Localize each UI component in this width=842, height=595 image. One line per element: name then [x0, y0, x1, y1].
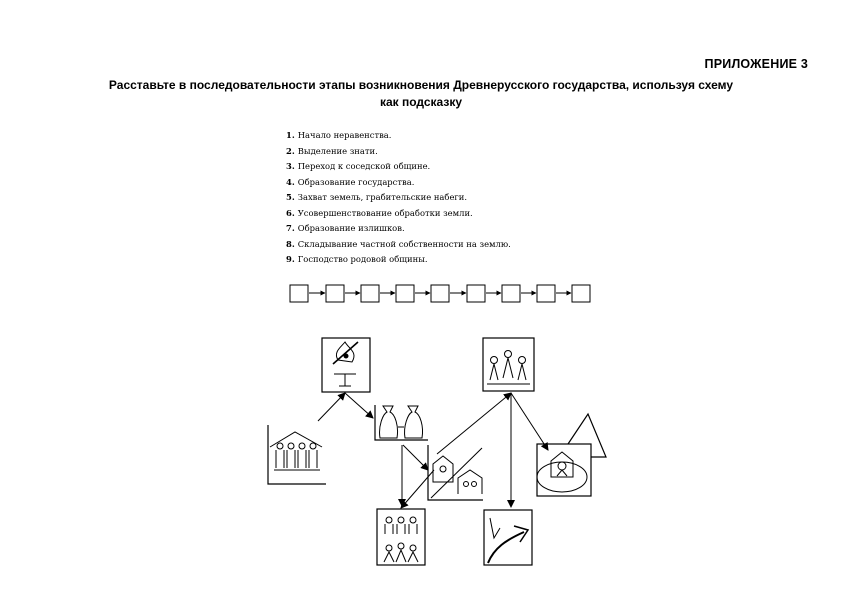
- stage-text: Складывание частной собственности на землю.: [297, 238, 511, 249]
- stage-number: 4.: [286, 176, 295, 187]
- stage-text: Образование государства.: [297, 176, 415, 187]
- tools-and-fire-icon: [322, 338, 370, 392]
- clan-community-icon: [268, 425, 326, 484]
- stage-text: Захват земель, грабительские набеги.: [297, 192, 468, 202]
- nobility-icon: [377, 509, 425, 565]
- appendix-label: ПРИЛОЖЕНИЕ 3: [704, 57, 808, 71]
- answer-box[interactable]: [537, 285, 555, 302]
- answer-box[interactable]: [431, 285, 449, 302]
- answer-chain: [290, 285, 590, 302]
- raids-arrow-icon: [484, 510, 532, 565]
- stage-number: 1.: [286, 130, 295, 140]
- answer-box[interactable]: [502, 285, 520, 302]
- stage-number: 9.: [286, 254, 295, 264]
- stage-number: 7.: [286, 223, 295, 233]
- surplus-bags-icon: [375, 405, 428, 440]
- answer-box[interactable]: [326, 285, 344, 302]
- answer-box[interactable]: [467, 285, 485, 302]
- stage-text: Переход к соседской общине.: [297, 161, 431, 171]
- stage-number: 2.: [286, 145, 295, 156]
- stage-text: Господство родовой общины.: [297, 254, 428, 264]
- task-title-line-1: Расставьте в последовательности этапы возникновения Древнерусского государства, используя схему: [108, 78, 734, 92]
- stage-number: 5.: [286, 192, 295, 202]
- answer-box[interactable]: [290, 285, 308, 302]
- scheme-arrows: [318, 393, 548, 508]
- answer-box[interactable]: [361, 285, 379, 302]
- stage-text: Образование излишков.: [297, 223, 405, 233]
- stage-number: 8.: [286, 238, 295, 249]
- answer-box[interactable]: [572, 285, 590, 302]
- stage-number: 6.: [286, 207, 295, 218]
- gathered-community-icon: [483, 338, 534, 391]
- state-icon: [537, 414, 606, 496]
- stage-text: Усовершенствование обработки земли.: [297, 207, 473, 218]
- stage-text: Начало неравенства.: [297, 130, 392, 140]
- neighbor-community-icon: [428, 445, 483, 500]
- task-title-line-2: как подсказку: [379, 95, 463, 109]
- answer-box[interactable]: [396, 285, 414, 302]
- stage-text: Выделение знати.: [297, 145, 378, 156]
- stage-number: 3.: [286, 161, 295, 171]
